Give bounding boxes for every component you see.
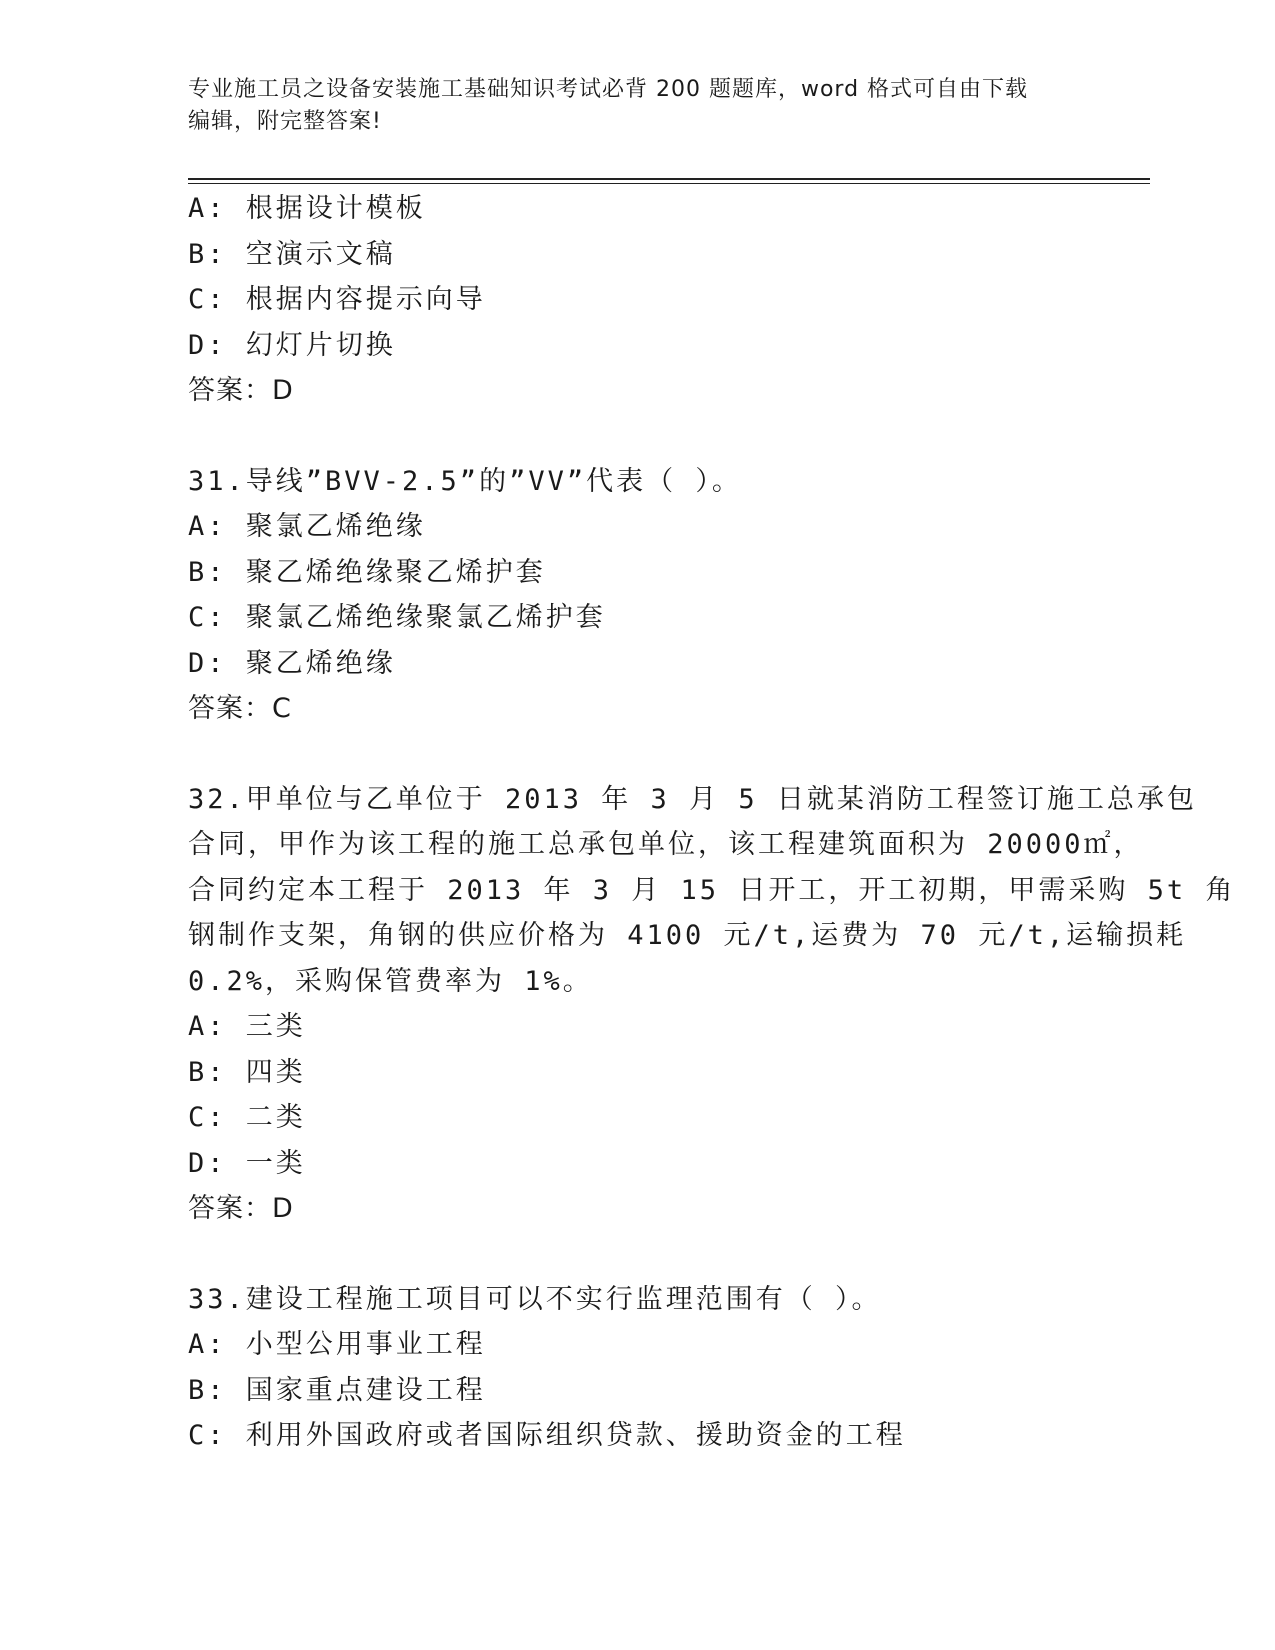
option-a: A: 聚氯乙烯绝缘 xyxy=(188,511,426,542)
option-a: A: 三类 xyxy=(188,1011,306,1042)
question-block xyxy=(188,459,1088,732)
document-header xyxy=(188,74,1088,138)
question-stem-line: 钢制作支架，角钢的供应价格为 4100 元/t,运费为 70 元/t,运输损耗 xyxy=(188,920,1187,951)
header-divider-thick xyxy=(188,178,1150,180)
question-stem-line: 32.甲单位与乙单位于 2013 年 3 月 5 日就某消防工程签订施工总承包 xyxy=(188,783,1197,815)
option-b: B: 空演示文稿 xyxy=(188,238,396,270)
question-stem-line: 合同，甲作为该工程的施工总承包单位，该工程建筑面积为 20000㎡， xyxy=(188,829,1144,860)
header-divider-thin xyxy=(188,183,1150,184)
question-stem-line: 合同约定本工程于 2013 年 3 月 15 日开工，开工初期，甲需采购 5t 角 xyxy=(188,874,1236,906)
question-block xyxy=(188,186,1088,414)
question-block xyxy=(188,1277,1088,1459)
option-d: D: 幻灯片切换 xyxy=(188,329,396,361)
option-d: D: 一类 xyxy=(188,1147,306,1179)
answer-line: 答案：D xyxy=(188,1193,294,1224)
answer-line: 答案：D xyxy=(188,375,294,406)
option-c: C: 聚氯乙烯绝缘聚氯乙烯护套 xyxy=(188,602,606,633)
question-list xyxy=(188,186,1236,1459)
option-d: D: 聚乙烯绝缘 xyxy=(188,647,396,679)
question-stem-line: 0.2%，采购保管费率为 1%。 xyxy=(188,965,593,997)
option-b: B: 聚乙烯绝缘聚乙烯护套 xyxy=(188,556,546,588)
option-c: C: 二类 xyxy=(188,1102,306,1133)
option-a: A: 根据设计模板 xyxy=(188,193,426,224)
option-a: A: 小型公用事业工程 xyxy=(188,1329,486,1360)
option-c: C: 利用外国政府或者国际组织贷款、援助资金的工程 xyxy=(188,1420,906,1451)
option-b: B: 四类 xyxy=(188,1056,306,1088)
question-block xyxy=(188,777,1236,1232)
question-stem: 33.建设工程施工项目可以不实行监理范围有（ ）。 xyxy=(188,1283,882,1315)
header-line-1: 专业施工员之设备安装施工基础知识考试必背 200 题题库，word 格式可自由下载 xyxy=(188,77,1029,102)
option-c: C: 根据内容提示向导 xyxy=(188,284,486,315)
question-stem: 31.导线”BVV-2.5”的”VV”代表（ ）。 xyxy=(188,465,742,497)
answer-line: 答案：C xyxy=(188,693,292,724)
header-line-2: 编辑，附完整答案! xyxy=(188,109,382,134)
option-b: B: 国家重点建设工程 xyxy=(188,1374,486,1406)
